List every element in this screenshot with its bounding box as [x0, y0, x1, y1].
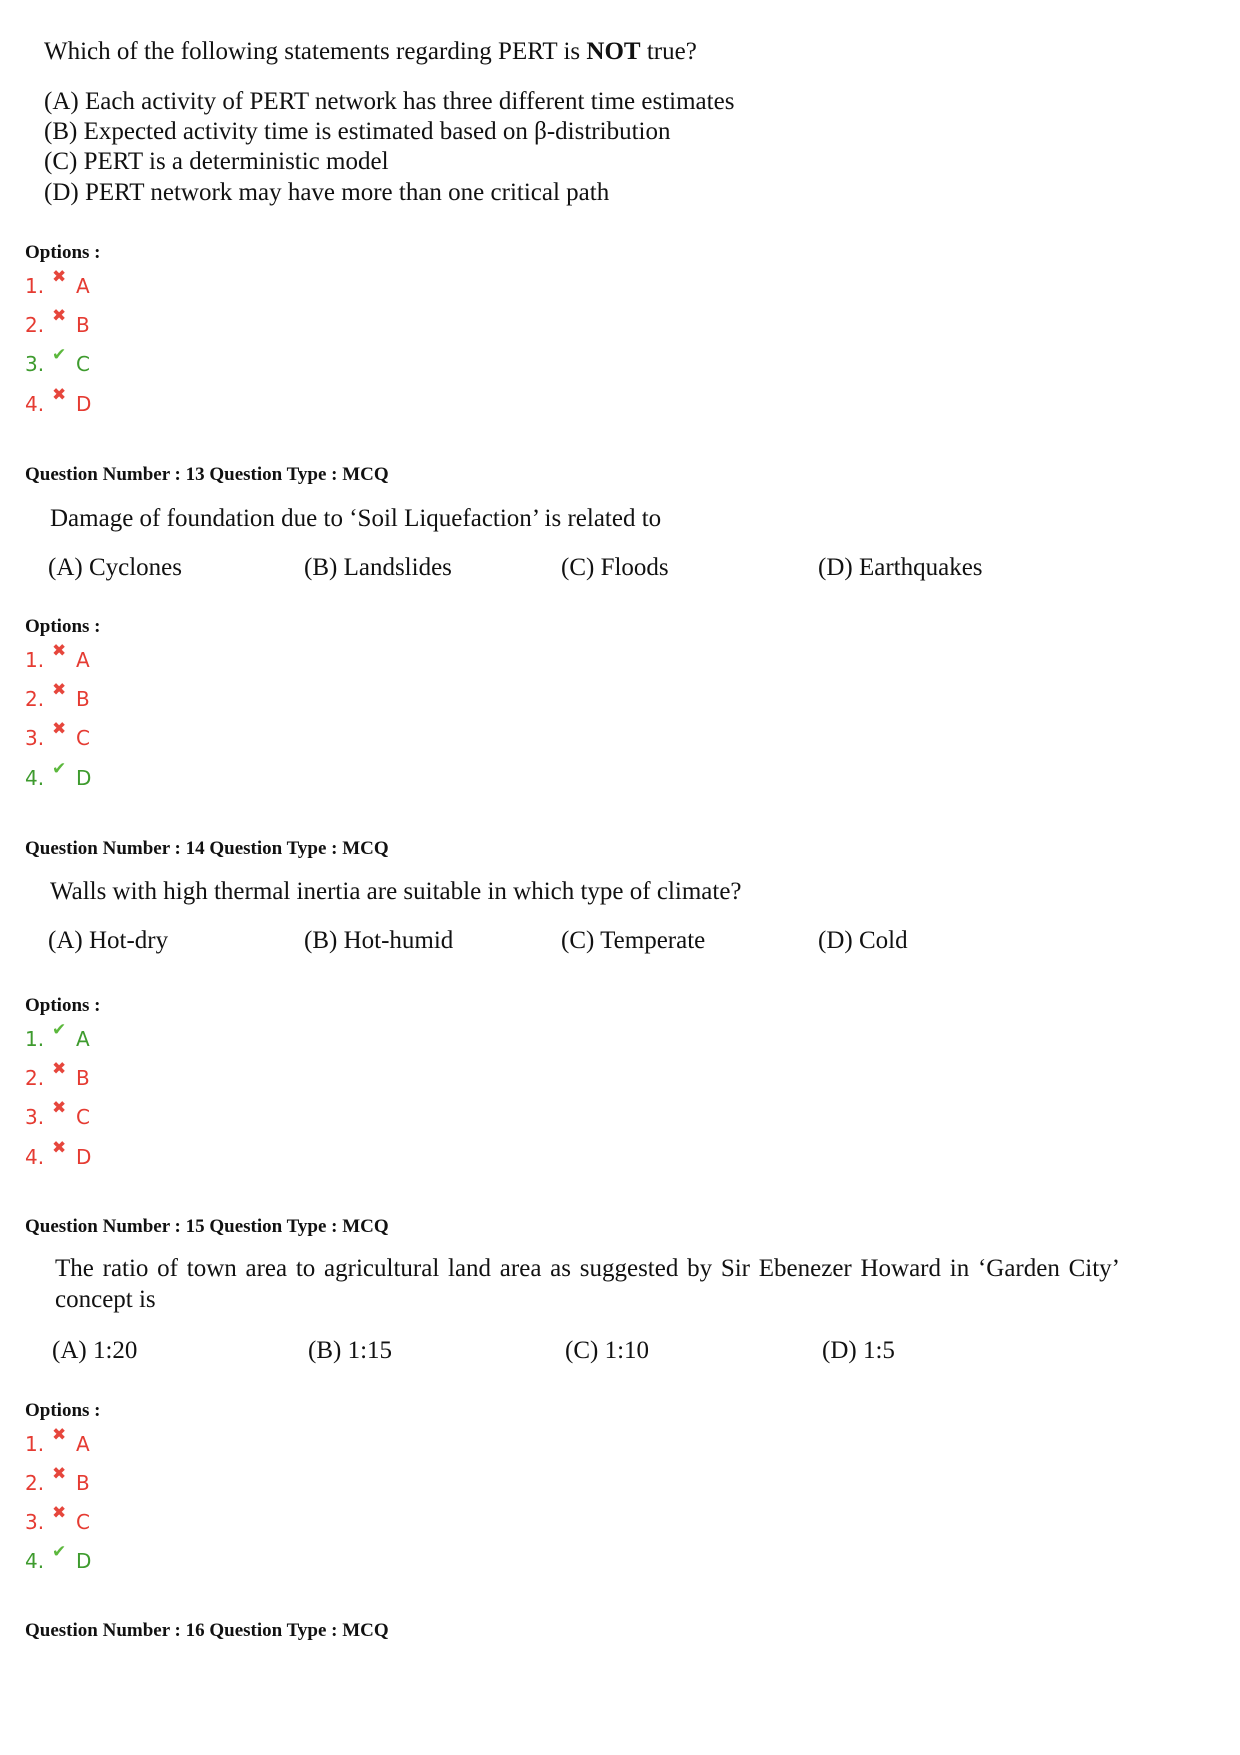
q12-statement-d: (D) PERT network may have more than one critical path — [44, 179, 610, 206]
option-number: 4. — [25, 392, 45, 416]
q12-option-4 — [25, 385, 92, 416]
option-letter: C — [76, 1105, 90, 1129]
q12-options-heading: Options : — [25, 242, 101, 263]
q15-choice-d: (D) 1:5 — [822, 1337, 895, 1364]
option-letter: B — [76, 1471, 90, 1495]
cross-icon: ✖ — [52, 385, 67, 405]
q15-meta: Question Number : 15 Question Type : MCQ — [25, 1216, 389, 1237]
q12-question-suffix: true? — [640, 38, 697, 65]
option-letter: C — [76, 1510, 90, 1534]
option-number: 4. — [25, 1549, 45, 1573]
q14-option-1 — [25, 1020, 90, 1051]
q15-option-3 — [25, 1503, 90, 1534]
cross-icon: ✖ — [52, 306, 67, 326]
q14-choice-d: (D) Cold — [818, 927, 908, 954]
q12-statement-c: (C) PERT is a deterministic model — [44, 148, 389, 175]
q13-choice-c: (C) Floods — [561, 554, 669, 581]
q13-choice-d: (D) Earthquakes — [818, 554, 983, 581]
option-letter: D — [76, 1145, 92, 1169]
option-number: 4. — [25, 1145, 45, 1169]
q13-option-1 — [25, 641, 90, 672]
cross-icon: ✖ — [52, 719, 67, 739]
q14-option-3 — [25, 1098, 90, 1129]
option-letter: C — [76, 726, 90, 750]
option-number: 1. — [25, 1432, 45, 1456]
option-number: 3. — [25, 1510, 45, 1534]
q13-option-2 — [25, 680, 90, 711]
option-letter: B — [76, 313, 90, 337]
option-number: 1. — [25, 1027, 45, 1051]
option-number: 3. — [25, 1105, 45, 1129]
q15-choice-b: (B) 1:15 — [308, 1337, 393, 1364]
option-letter: A — [76, 648, 90, 672]
q14-option-4 — [25, 1138, 92, 1169]
q15-option-2 — [25, 1464, 90, 1495]
option-number: 3. — [25, 352, 45, 376]
check-icon: ✔ — [52, 1542, 67, 1562]
option-letter: A — [76, 274, 90, 298]
q13-options-heading: Options : — [25, 616, 101, 637]
option-letter: D — [76, 1549, 92, 1573]
q14-meta: Question Number : 14 Question Type : MCQ — [25, 838, 389, 859]
q15-choice-a: (A) 1:20 — [52, 1337, 138, 1364]
option-number: 2. — [25, 1066, 45, 1090]
q12-statement-a: (A) Each activity of PERT network has three different time estimates — [44, 88, 735, 115]
q14-choice-c: (C) Temperate — [561, 927, 706, 954]
q14-choice-b: (B) Hot-humid — [304, 927, 454, 954]
q12-question-emph: NOT — [586, 38, 641, 65]
option-letter: A — [76, 1027, 90, 1051]
q12-statement-b: (B) Expected activity time is estimated based on β-distribution — [44, 118, 671, 145]
check-icon: ✔ — [52, 345, 67, 365]
q13-meta: Question Number : 13 Question Type : MCQ — [25, 464, 389, 485]
q15-options-heading: Options : — [25, 1400, 101, 1421]
cross-icon: ✖ — [52, 1098, 67, 1118]
cross-icon: ✖ — [52, 1464, 67, 1484]
option-number: 3. — [25, 726, 45, 750]
option-letter: B — [76, 1066, 90, 1090]
q15-question: The ratio of town area to agricultural land area as suggested by Sir Ebenezer Howard in ‘Garden City’ concept is — [55, 1255, 1120, 1313]
q15-choice-c: (C) 1:10 — [565, 1337, 650, 1364]
q13-question: Damage of foundation due to ‘Soil Liquefaction’ is related to — [50, 505, 662, 532]
option-number: 4. — [25, 766, 45, 790]
q14-option-2 — [25, 1059, 90, 1090]
option-number: 2. — [25, 1471, 45, 1495]
option-letter: A — [76, 1432, 90, 1456]
q13-option-3 — [25, 719, 90, 750]
cross-icon: ✖ — [52, 1503, 67, 1523]
option-number: 1. — [25, 648, 45, 672]
q15-option-1 — [25, 1425, 90, 1456]
cross-icon: ✖ — [52, 267, 67, 287]
option-letter: D — [76, 392, 92, 416]
cross-icon: ✖ — [52, 1138, 67, 1158]
q13-option-4 — [25, 759, 92, 790]
q15-option-4 — [25, 1542, 92, 1573]
cross-icon: ✖ — [52, 1425, 67, 1445]
cross-icon: ✖ — [52, 1059, 67, 1079]
q13-choice-b: (B) Landslides — [304, 554, 452, 581]
cross-icon: ✖ — [52, 680, 67, 700]
q12-question-prefix: Which of the following statements regarding PERT is — [44, 38, 587, 65]
q14-question: Walls with high thermal inertia are suitable in which type of climate? — [50, 878, 742, 905]
q14-choice-a: (A) Hot-dry — [48, 927, 169, 954]
option-number: 1. — [25, 274, 45, 298]
check-icon: ✔ — [52, 1020, 67, 1040]
cross-icon: ✖ — [52, 641, 67, 661]
q12-option-3 — [25, 345, 90, 376]
q12-question — [44, 38, 697, 66]
option-number: 2. — [25, 687, 45, 711]
q14-options-heading: Options : — [25, 995, 101, 1016]
q13-choice-a: (A) Cyclones — [48, 554, 182, 581]
option-letter: C — [76, 352, 90, 376]
q12-option-2 — [25, 306, 90, 337]
option-letter: B — [76, 687, 90, 711]
option-number: 2. — [25, 313, 45, 337]
q12-option-1 — [25, 267, 90, 298]
q16-meta: Question Number : 16 Question Type : MCQ — [25, 1620, 389, 1641]
check-icon: ✔ — [52, 759, 67, 779]
option-letter: D — [76, 766, 92, 790]
